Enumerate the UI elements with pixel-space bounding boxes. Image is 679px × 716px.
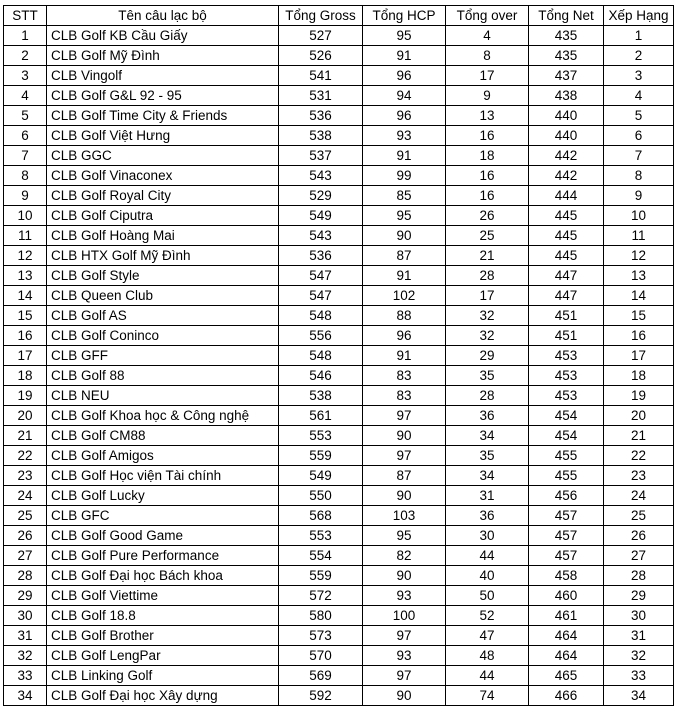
cell-rank: 10 <box>604 206 674 226</box>
cell-rank: 29 <box>604 586 674 606</box>
cell-total-net: 437 <box>529 66 604 86</box>
cell-stt: 21 <box>4 426 47 446</box>
cell-total-net: 454 <box>529 426 604 446</box>
cell-total-gross: 543 <box>279 166 363 186</box>
cell-total-over: 16 <box>446 186 529 206</box>
cell-club-name: CLB NEU <box>47 386 279 406</box>
ranking-table <box>3 5 674 706</box>
cell-rank: 25 <box>604 506 674 526</box>
cell-club-name: CLB Golf Time City & Friends <box>47 106 279 126</box>
cell-club-name: CLB Linking Golf <box>47 666 279 686</box>
cell-total-hcp: 102 <box>363 286 446 306</box>
cell-rank: 12 <box>604 246 674 266</box>
cell-stt: 29 <box>4 586 47 606</box>
cell-total-gross: 527 <box>279 26 363 46</box>
cell-total-gross: 556 <box>279 326 363 346</box>
cell-total-hcp: 82 <box>363 546 446 566</box>
cell-total-hcp: 103 <box>363 506 446 526</box>
cell-total-hcp: 96 <box>363 326 446 346</box>
cell-club-name: CLB Queen Club <box>47 286 279 306</box>
cell-total-gross: 580 <box>279 606 363 626</box>
cell-stt: 1 <box>4 26 47 46</box>
cell-total-net: 444 <box>529 186 604 206</box>
cell-total-over: 48 <box>446 646 529 666</box>
table-row <box>4 46 674 66</box>
cell-club-name: CLB Golf Style <box>47 266 279 286</box>
table-row <box>4 566 674 586</box>
cell-total-over: 17 <box>446 66 529 86</box>
cell-total-hcp: 90 <box>363 566 446 586</box>
table-row <box>4 466 674 486</box>
cell-stt: 19 <box>4 386 47 406</box>
cell-stt: 24 <box>4 486 47 506</box>
cell-total-hcp: 96 <box>363 66 446 86</box>
cell-total-gross: 529 <box>279 186 363 206</box>
cell-rank: 4 <box>604 86 674 106</box>
cell-total-net: 440 <box>529 126 604 146</box>
cell-total-gross: 537 <box>279 146 363 166</box>
cell-rank: 22 <box>604 446 674 466</box>
cell-total-over: 28 <box>446 266 529 286</box>
cell-total-gross: 541 <box>279 66 363 86</box>
cell-rank: 33 <box>604 666 674 686</box>
table-row <box>4 306 674 326</box>
cell-stt: 16 <box>4 326 47 346</box>
cell-rank: 9 <box>604 186 674 206</box>
cell-total-gross: 526 <box>279 46 363 66</box>
cell-rank: 30 <box>604 606 674 626</box>
cell-club-name: CLB Golf Học viện Tài chính <box>47 466 279 486</box>
header-row <box>4 6 674 26</box>
cell-total-over: 26 <box>446 206 529 226</box>
cell-total-over: 35 <box>446 366 529 386</box>
cell-total-gross: 561 <box>279 406 363 426</box>
cell-club-name: CLB Golf Đại học Xây dựng <box>47 686 279 706</box>
cell-total-gross: 531 <box>279 86 363 106</box>
cell-club-name: CLB Golf G&L 92 - 95 <box>47 86 279 106</box>
cell-rank: 20 <box>604 406 674 426</box>
table-row <box>4 406 674 426</box>
cell-total-net: 453 <box>529 366 604 386</box>
cell-total-over: 21 <box>446 246 529 266</box>
cell-stt: 14 <box>4 286 47 306</box>
cell-total-net: 451 <box>529 306 604 326</box>
cell-total-net: 457 <box>529 506 604 526</box>
cell-total-over: 13 <box>446 106 529 126</box>
cell-total-hcp: 90 <box>363 686 446 706</box>
table-row <box>4 26 674 46</box>
cell-total-over: 30 <box>446 526 529 546</box>
cell-rank: 1 <box>604 26 674 46</box>
cell-stt: 9 <box>4 186 47 206</box>
table-row <box>4 646 674 666</box>
cell-rank: 14 <box>604 286 674 306</box>
table-row <box>4 246 674 266</box>
cell-stt: 6 <box>4 126 47 146</box>
cell-total-net: 458 <box>529 566 604 586</box>
table-row <box>4 626 674 646</box>
cell-stt: 28 <box>4 566 47 586</box>
table-row <box>4 666 674 686</box>
table-row <box>4 106 674 126</box>
cell-stt: 18 <box>4 366 47 386</box>
cell-club-name: CLB GFC <box>47 506 279 526</box>
table-row <box>4 266 674 286</box>
cell-total-hcp: 97 <box>363 626 446 646</box>
cell-total-net: 460 <box>529 586 604 606</box>
cell-rank: 17 <box>604 346 674 366</box>
cell-total-gross: 592 <box>279 686 363 706</box>
cell-total-net: 435 <box>529 26 604 46</box>
cell-total-net: 457 <box>529 526 604 546</box>
cell-total-over: 25 <box>446 226 529 246</box>
cell-stt: 32 <box>4 646 47 666</box>
cell-rank: 6 <box>604 126 674 146</box>
table-row <box>4 206 674 226</box>
cell-rank: 31 <box>604 626 674 646</box>
cell-rank: 7 <box>604 146 674 166</box>
table-row <box>4 486 674 506</box>
cell-stt: 23 <box>4 466 47 486</box>
table-row <box>4 186 674 206</box>
table-row <box>4 126 674 146</box>
cell-total-gross: 568 <box>279 506 363 526</box>
cell-stt: 27 <box>4 546 47 566</box>
cell-stt: 15 <box>4 306 47 326</box>
cell-stt: 12 <box>4 246 47 266</box>
table-row <box>4 526 674 546</box>
table-row <box>4 386 674 406</box>
cell-total-over: 47 <box>446 626 529 646</box>
cell-club-name: CLB GFF <box>47 346 279 366</box>
cell-total-gross: 548 <box>279 346 363 366</box>
cell-club-name: CLB Golf Pure Performance <box>47 546 279 566</box>
cell-total-net: 455 <box>529 446 604 466</box>
cell-total-gross: 550 <box>279 486 363 506</box>
cell-stt: 20 <box>4 406 47 426</box>
cell-rank: 23 <box>604 466 674 486</box>
cell-total-net: 451 <box>529 326 604 346</box>
cell-stt: 26 <box>4 526 47 546</box>
cell-club-name: CLB Golf Đại học Bách khoa <box>47 566 279 586</box>
cell-total-over: 34 <box>446 466 529 486</box>
table-row <box>4 226 674 246</box>
cell-total-net: 445 <box>529 246 604 266</box>
cell-club-name: CLB HTX Golf Mỹ Đình <box>47 246 279 266</box>
cell-total-hcp: 88 <box>363 306 446 326</box>
table-row <box>4 166 674 186</box>
cell-total-over: 36 <box>446 406 529 426</box>
table-row <box>4 686 674 706</box>
cell-total-over: 16 <box>446 166 529 186</box>
cell-total-gross: 538 <box>279 386 363 406</box>
cell-total-gross: 573 <box>279 626 363 646</box>
cell-total-hcp: 95 <box>363 26 446 46</box>
cell-total-net: 447 <box>529 266 604 286</box>
cell-total-over: 16 <box>446 126 529 146</box>
cell-rank: 16 <box>604 326 674 346</box>
cell-stt: 30 <box>4 606 47 626</box>
cell-total-gross: 546 <box>279 366 363 386</box>
cell-total-hcp: 87 <box>363 466 446 486</box>
cell-club-name: CLB Golf LengPar <box>47 646 279 666</box>
table-row <box>4 606 674 626</box>
cell-total-over: 52 <box>446 606 529 626</box>
cell-total-net: 466 <box>529 686 604 706</box>
cell-club-name: CLB Golf Ciputra <box>47 206 279 226</box>
table-row <box>4 86 674 106</box>
cell-rank: 19 <box>604 386 674 406</box>
cell-rank: 34 <box>604 686 674 706</box>
cell-total-hcp: 87 <box>363 246 446 266</box>
cell-club-name: CLB Golf Khoa học & Công nghệ <box>47 406 279 426</box>
cell-club-name: CLB Golf Mỹ Đình <box>47 46 279 66</box>
cell-total-over: 29 <box>446 346 529 366</box>
header-total-over: Tổng over <box>446 6 529 26</box>
cell-total-over: 31 <box>446 486 529 506</box>
cell-rank: 5 <box>604 106 674 126</box>
cell-rank: 3 <box>604 66 674 86</box>
table-row <box>4 66 674 86</box>
cell-club-name: CLB Golf Viettime <box>47 586 279 606</box>
cell-rank: 27 <box>604 546 674 566</box>
cell-total-net: 453 <box>529 346 604 366</box>
cell-total-net: 438 <box>529 86 604 106</box>
table-row <box>4 586 674 606</box>
cell-total-gross: 559 <box>279 566 363 586</box>
cell-total-over: 40 <box>446 566 529 586</box>
cell-club-name: CLB Golf Vinaconex <box>47 166 279 186</box>
cell-rank: 8 <box>604 166 674 186</box>
cell-stt: 10 <box>4 206 47 226</box>
cell-club-name: CLB Golf Royal City <box>47 186 279 206</box>
header-total-net: Tổng Net <box>529 6 604 26</box>
cell-stt: 25 <box>4 506 47 526</box>
cell-total-hcp: 97 <box>363 446 446 466</box>
cell-total-over: 74 <box>446 686 529 706</box>
cell-total-over: 44 <box>446 666 529 686</box>
cell-stt: 11 <box>4 226 47 246</box>
cell-club-name: CLB Golf KB Cầu Giấy <box>47 26 279 46</box>
header-total-gross: Tổng Gross <box>279 6 363 26</box>
cell-stt: 22 <box>4 446 47 466</box>
cell-total-over: 44 <box>446 546 529 566</box>
cell-total-net: 440 <box>529 106 604 126</box>
cell-total-over: 4 <box>446 26 529 46</box>
cell-stt: 34 <box>4 686 47 706</box>
cell-total-net: 445 <box>529 226 604 246</box>
cell-total-net: 465 <box>529 666 604 686</box>
cell-stt: 33 <box>4 666 47 686</box>
cell-stt: 3 <box>4 66 47 86</box>
cell-total-over: 8 <box>446 46 529 66</box>
cell-club-name: CLB Golf Lucky <box>47 486 279 506</box>
cell-total-hcp: 85 <box>363 186 446 206</box>
cell-total-hcp: 100 <box>363 606 446 626</box>
table-row <box>4 506 674 526</box>
cell-total-net: 445 <box>529 206 604 226</box>
cell-total-hcp: 83 <box>363 386 446 406</box>
cell-total-hcp: 99 <box>363 166 446 186</box>
cell-total-hcp: 91 <box>363 46 446 66</box>
cell-total-hcp: 95 <box>363 526 446 546</box>
cell-total-gross: 569 <box>279 666 363 686</box>
cell-total-hcp: 97 <box>363 406 446 426</box>
cell-total-gross: 548 <box>279 306 363 326</box>
cell-total-net: 454 <box>529 406 604 426</box>
cell-total-hcp: 96 <box>363 106 446 126</box>
cell-rank: 21 <box>604 426 674 446</box>
cell-total-over: 36 <box>446 506 529 526</box>
cell-rank: 15 <box>604 306 674 326</box>
cell-club-name: CLB GGC <box>47 146 279 166</box>
cell-total-over: 50 <box>446 586 529 606</box>
cell-total-gross: 547 <box>279 266 363 286</box>
cell-total-hcp: 93 <box>363 126 446 146</box>
cell-stt: 7 <box>4 146 47 166</box>
cell-total-net: 456 <box>529 486 604 506</box>
cell-rank: 28 <box>604 566 674 586</box>
cell-stt: 13 <box>4 266 47 286</box>
cell-rank: 13 <box>604 266 674 286</box>
cell-stt: 5 <box>4 106 47 126</box>
cell-club-name: CLB Golf 18.8 <box>47 606 279 626</box>
cell-total-net: 447 <box>529 286 604 306</box>
cell-rank: 32 <box>604 646 674 666</box>
cell-total-hcp: 90 <box>363 226 446 246</box>
cell-rank: 24 <box>604 486 674 506</box>
cell-total-hcp: 94 <box>363 86 446 106</box>
cell-total-net: 435 <box>529 46 604 66</box>
cell-total-gross: 543 <box>279 226 363 246</box>
cell-total-gross: 538 <box>279 126 363 146</box>
cell-stt: 8 <box>4 166 47 186</box>
header-total-hcp: Tổng HCP <box>363 6 446 26</box>
cell-club-name: CLB Golf Coninco <box>47 326 279 346</box>
cell-total-over: 28 <box>446 386 529 406</box>
cell-club-name: CLB Vingolf <box>47 66 279 86</box>
cell-total-gross: 547 <box>279 286 363 306</box>
cell-club-name: CLB Golf Việt Hưng <box>47 126 279 146</box>
table-row <box>4 346 674 366</box>
cell-total-gross: 570 <box>279 646 363 666</box>
cell-club-name: CLB Golf Amigos <box>47 446 279 466</box>
cell-total-hcp: 97 <box>363 666 446 686</box>
cell-total-hcp: 91 <box>363 146 446 166</box>
cell-total-net: 464 <box>529 626 604 646</box>
cell-total-net: 442 <box>529 166 604 186</box>
cell-stt: 4 <box>4 86 47 106</box>
table-row <box>4 546 674 566</box>
table-row <box>4 366 674 386</box>
cell-stt: 31 <box>4 626 47 646</box>
cell-total-net: 453 <box>529 386 604 406</box>
cell-total-hcp: 91 <box>363 346 446 366</box>
cell-total-hcp: 93 <box>363 586 446 606</box>
cell-rank: 26 <box>604 526 674 546</box>
cell-total-hcp: 90 <box>363 426 446 446</box>
table-row <box>4 426 674 446</box>
cell-total-gross: 549 <box>279 206 363 226</box>
cell-total-hcp: 95 <box>363 206 446 226</box>
cell-total-gross: 553 <box>279 426 363 446</box>
cell-total-net: 455 <box>529 466 604 486</box>
cell-total-over: 34 <box>446 426 529 446</box>
cell-total-hcp: 83 <box>363 366 446 386</box>
table-row <box>4 146 674 166</box>
cell-stt: 2 <box>4 46 47 66</box>
cell-total-hcp: 93 <box>363 646 446 666</box>
table-row <box>4 326 674 346</box>
cell-club-name: CLB Golf AS <box>47 306 279 326</box>
cell-total-over: 35 <box>446 446 529 466</box>
header-stt: STT <box>4 6 47 26</box>
cell-total-hcp: 90 <box>363 486 446 506</box>
cell-total-over: 9 <box>446 86 529 106</box>
cell-club-name: CLB Golf Good Game <box>47 526 279 546</box>
cell-rank: 18 <box>604 366 674 386</box>
cell-total-over: 32 <box>446 326 529 346</box>
cell-total-net: 442 <box>529 146 604 166</box>
cell-rank: 11 <box>604 226 674 246</box>
table-row <box>4 286 674 306</box>
cell-rank: 2 <box>604 46 674 66</box>
cell-total-gross: 553 <box>279 526 363 546</box>
table-row <box>4 446 674 466</box>
cell-total-gross: 572 <box>279 586 363 606</box>
cell-stt: 17 <box>4 346 47 366</box>
cell-total-net: 461 <box>529 606 604 626</box>
cell-total-gross: 549 <box>279 466 363 486</box>
cell-club-name: CLB Golf Hoàng Mai <box>47 226 279 246</box>
cell-total-gross: 554 <box>279 546 363 566</box>
cell-club-name: CLB Golf Brother <box>47 626 279 646</box>
cell-total-gross: 559 <box>279 446 363 466</box>
cell-total-net: 457 <box>529 546 604 566</box>
cell-total-hcp: 91 <box>363 266 446 286</box>
header-club-name: Tên câu lạc bộ <box>47 6 279 26</box>
cell-total-net: 464 <box>529 646 604 666</box>
header-rank: Xếp Hạng <box>604 6 674 26</box>
cell-total-gross: 536 <box>279 106 363 126</box>
cell-club-name: CLB Golf 88 <box>47 366 279 386</box>
cell-total-over: 18 <box>446 146 529 166</box>
cell-total-gross: 536 <box>279 246 363 266</box>
cell-total-over: 32 <box>446 306 529 326</box>
cell-club-name: CLB Golf CM88 <box>47 426 279 446</box>
cell-total-over: 17 <box>446 286 529 306</box>
